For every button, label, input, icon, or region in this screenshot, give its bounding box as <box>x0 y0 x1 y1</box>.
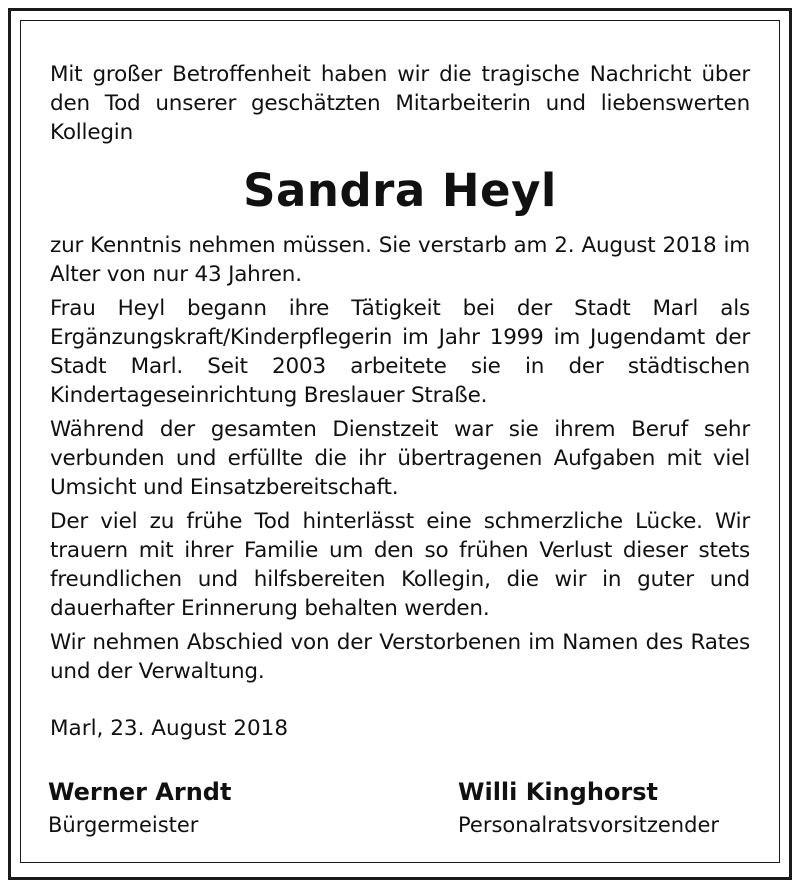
signatory-title: Personalratsvorsitzender <box>458 813 720 837</box>
paragraph: Frau Heyl begann ihre Tätigkeit bei der Stadt Marl als Ergänzungskraft/Kinderpflegerin im Jahr 1999 im Jugendamt der Stadt Marl. Seit 2003 arbeitete sie in der städtischen Kindertageseinrichtung Breslauer Straße. <box>50 296 750 408</box>
signatory-right <box>458 776 719 840</box>
signatory-left <box>48 776 231 840</box>
paragraph: Wir nehmen Abschied von der Verstorbenen im Namen des Rates und der Verwaltung. <box>50 630 750 684</box>
deceased-name: Sandra Heyl <box>243 164 557 217</box>
signatory-name: Willi Kinghorst <box>458 778 658 806</box>
place-date: Marl, 23. August 2018 <box>50 716 289 741</box>
signatory-title: Bürgermeister <box>48 813 199 837</box>
obituary-notice <box>50 60 750 743</box>
paragraph: zur Kenntnis nehmen müssen. Sie verstarb am 2. August 2018 im Alter von nur 43 Jahren. <box>50 233 750 287</box>
signatory-name: Werner Arndt <box>48 778 232 806</box>
signatures <box>48 776 768 846</box>
paragraph: Der viel zu frühe Tod hinterlässt eine schmerzliche Lücke. Wir trauern mit ihrer Familie um den so frühen Verlust dieser stets freundlichen und hilfsbereiten Kollegin, die wir in guter und dauerhafter Erinnerung behalten werden. <box>50 509 750 621</box>
paragraph: Während der gesamten Dienstzeit war sie ihrem Beruf sehr verbunden und erfüllte die ihr übertragenen Aufgaben mit viel Umsicht und Einsatzbereitschaft. <box>50 417 750 500</box>
intro-text: Mit großer Betroffenheit haben wir die tragische Nachricht über den Tod unserer geschätzten Mitarbeiterin und liebenswerten Kollegin <box>50 62 750 145</box>
